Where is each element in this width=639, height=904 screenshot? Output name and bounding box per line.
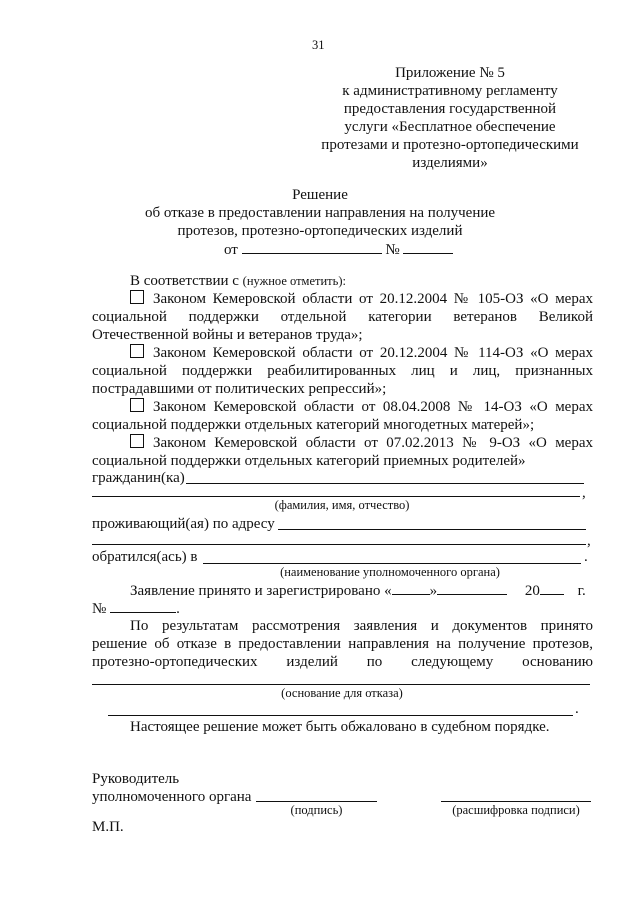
registration-year-suffix: г.: [573, 583, 586, 599]
law-text-line: социальной поддержки реабилитированных лиц и лиц, признанных: [92, 363, 593, 379]
reason-caption: (основание для отказа): [281, 686, 403, 700]
address-comma: ,: [587, 533, 591, 549]
law-item: [130, 344, 593, 362]
document-subtitle-line: об отказе в предоставлении направления на получение: [144, 205, 496, 221]
law-text-line: социальной поддержки отдельных категорий многодетных матерей»;: [92, 417, 535, 433]
applied-label: обратился(ась) в: [92, 549, 198, 565]
appendix-line: к административному регламенту: [342, 83, 558, 99]
appendix-line: Приложение № 5: [395, 65, 505, 81]
registration-number-line: [92, 599, 180, 618]
address-label: проживающий(ая) по адресу: [92, 516, 275, 532]
decision-line: По результатам рассмотрения заявления и документов принято: [130, 618, 593, 634]
law-text-line: пострадавшими от политических репрессий»;: [92, 381, 387, 397]
signature-decode-caption: (расшифровка подписи): [452, 803, 580, 817]
law-text: Законом Кемеровской области от 07.02.2013 № 9-ОЗ «О мерах: [153, 435, 593, 451]
intro-note: (нужное отметить):: [242, 274, 346, 288]
registration-day-blank[interactable]: [392, 581, 430, 595]
number-blank[interactable]: [403, 240, 453, 254]
date-prefix: от: [224, 242, 238, 258]
citizen-label: гражданин(ка): [92, 470, 185, 486]
signature-blank[interactable]: [256, 801, 377, 802]
registration-year-blank[interactable]: [540, 581, 564, 595]
registration-line: [130, 581, 586, 600]
stamp-label: М.П.: [92, 819, 124, 835]
citizen-name-blank[interactable]: [186, 483, 584, 484]
appendix-line: предоставления государственной: [343, 101, 557, 117]
page-number: 31: [312, 38, 325, 52]
citizen-comma: ,: [582, 485, 586, 501]
signature-head: Руководитель: [92, 771, 180, 787]
document-subtitle-line: протезов, протезно-ортопедических изделий: [177, 223, 463, 239]
citizen-caption: (фамилия, имя, отчество): [274, 498, 410, 512]
law-text: Законом Кемеровской области от 20.12.2004 № 114-ОЗ «О мерах: [153, 345, 593, 361]
address-blank[interactable]: [278, 529, 586, 530]
decision-line: решение об отказе в предоставлении направления на получение протезов,: [92, 636, 593, 652]
intro-text: В соответствии с: [130, 273, 243, 289]
date-blank[interactable]: [242, 240, 382, 254]
signature-organ: уполномоченного органа: [92, 789, 252, 805]
registration-number-dot: .: [176, 601, 180, 617]
date-number-line: [224, 240, 453, 259]
law-checkbox[interactable]: [130, 290, 144, 304]
appeal-text: Настоящее решение может быть обжаловано в судебном порядке.: [130, 719, 550, 735]
citizen-name-blank-2[interactable]: [92, 496, 580, 497]
document-heading: Решение: [292, 187, 348, 203]
reason-blank[interactable]: [92, 684, 590, 685]
number-sign: №: [385, 242, 400, 258]
registration-text: Заявление принято и зарегистрировано «: [130, 583, 392, 599]
law-item: [130, 398, 593, 416]
intro-line: [130, 272, 346, 290]
appendix-line: услуги «Бесплатное обеспечение: [344, 119, 556, 135]
registration-year-prefix: 20: [524, 583, 540, 599]
signature-caption: (подпись): [290, 803, 343, 817]
law-item: [130, 290, 593, 308]
registration-number-sign: №: [92, 601, 107, 617]
law-text: Законом Кемеровской области от 20.12.2004 № 105-ОЗ «О мерах: [153, 291, 593, 307]
appendix-line: изделиями»: [412, 155, 488, 171]
registration-month-blank[interactable]: [437, 581, 507, 595]
registration-number-blank[interactable]: [110, 599, 176, 613]
applied-dot: .: [584, 549, 588, 565]
law-text-line: социальной поддержки отдельной категории ветеранов Великой: [92, 309, 593, 325]
address-blank-2[interactable]: [92, 544, 586, 545]
law-item: [130, 434, 593, 452]
law-text: Законом Кемеровской области от 08.04.2008 № 14-ОЗ «О мерах: [153, 399, 593, 415]
reason-blank-2[interactable]: [108, 715, 573, 716]
law-checkbox[interactable]: [130, 344, 144, 358]
law-checkbox[interactable]: [130, 434, 144, 448]
law-text-line: социальной поддержки отдельных категорий приемных родителей»: [92, 453, 526, 469]
law-text-line: Отечественной войны и ветеранов труда»;: [92, 327, 363, 343]
appendix-line: протезами и протезно-ортопедическими: [321, 137, 579, 153]
applied-organ-blank[interactable]: [203, 563, 581, 564]
signature-decode-blank[interactable]: [441, 801, 591, 802]
registration-close-quote: »: [429, 583, 438, 599]
reason-end-dot: .: [575, 701, 579, 717]
decision-line: протезно-ортопедических изделий по следующему основанию: [92, 654, 593, 670]
law-checkbox[interactable]: [130, 398, 144, 412]
applied-caption: (наименование уполномоченного органа): [280, 565, 500, 579]
